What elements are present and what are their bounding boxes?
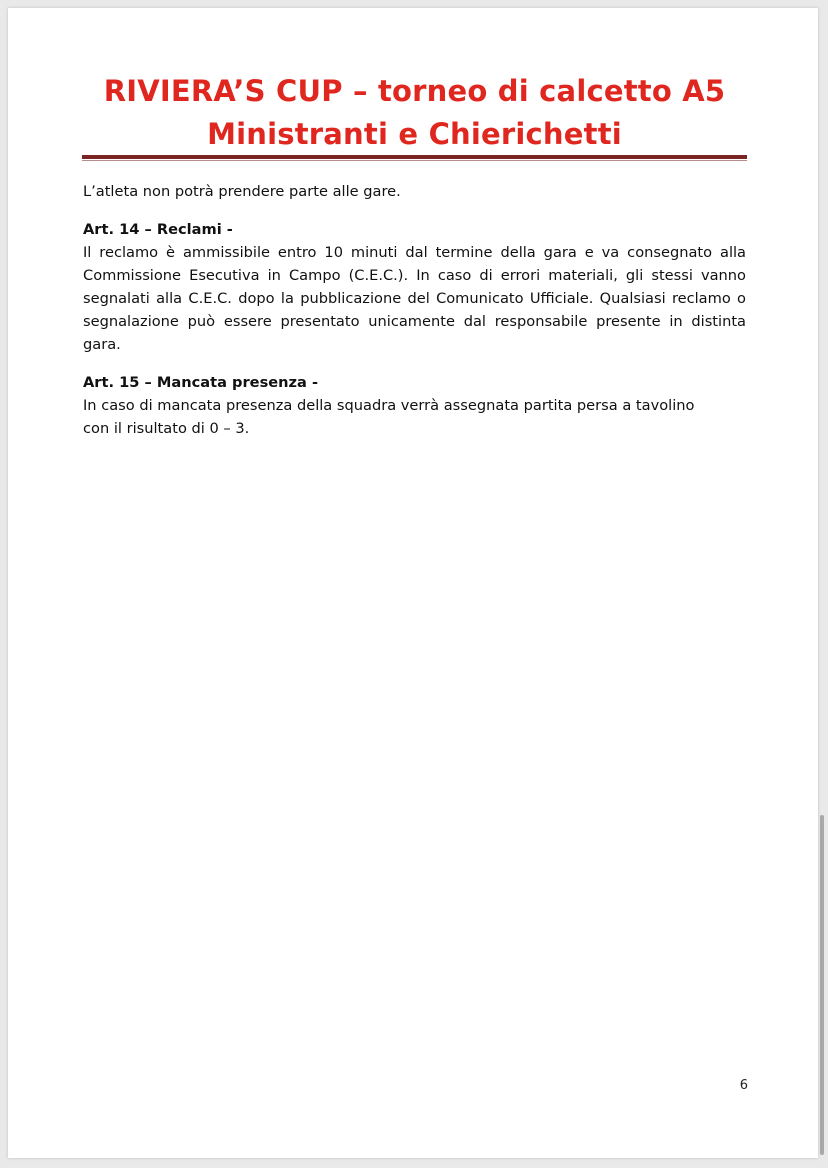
header-divider-shadow <box>82 160 747 161</box>
document-page <box>8 8 818 1158</box>
art-14-text: Il reclamo è ammissibile entro 10 minuti dal termine della gara e va consegnato alla Commissione Esecutiva in Campo (C.E.C.). In caso di errori materiali, gli stessi vanno segnalati alla C.E.C. dopo la pubblicazione del Comunicato Ufficiale. Qualsiasi reclamo o segnalazione può essere presentato unicamente dal responsabile presente in distinta gara. <box>83 244 746 353</box>
art-14-title: Art. 14 – Reclami - <box>83 221 233 238</box>
header-divider <box>82 155 747 159</box>
art-15-title: Art. 15 – Mancata presenza - <box>83 374 319 391</box>
header-title-line-1: RIVIERA’S CUP – torneo di calcetto A5 <box>103 74 726 108</box>
document-body <box>83 180 746 440</box>
header-title-line-2: Ministranti e Chierichetti <box>207 117 622 151</box>
document-header <box>82 70 747 156</box>
intro-paragraph: L’atleta non potrà prendere parte alle gare. <box>83 183 401 200</box>
art-15-text-line-1: In caso di mancata presenza della squadra verrà assegnata partita persa a tavolino <box>83 397 695 414</box>
art-15-text-line-2: con il risultato di 0 – 3. <box>83 420 250 437</box>
vertical-scrollbar[interactable] <box>820 815 824 1155</box>
page-number: 6 <box>739 1078 748 1093</box>
